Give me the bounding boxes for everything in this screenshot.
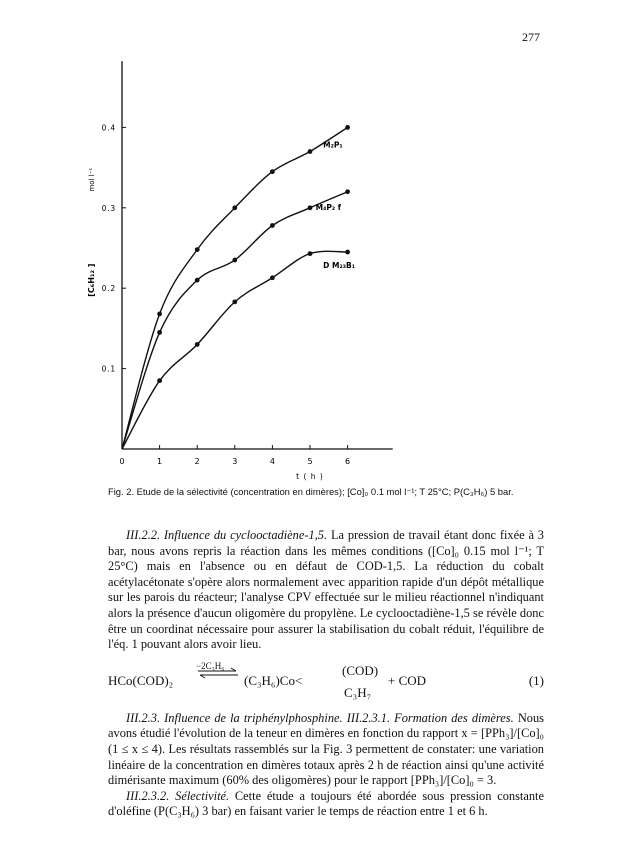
data-point (157, 378, 162, 383)
eq-c3h7: C₃H₇ (344, 684, 372, 700)
text-pph3: Nous avons étudié l'évolution de la teneur en dimères en fonction du rapport x = [PPh₃]/[Co]₀ (1 ≤ x ≤ 4). Les résultats rassemblés sur la Fig. 3 permettent de constater: une variation linéaire de la concentration en dimères totaux après 2 h de réaction ainsi qu'une activité dimérisante maximum (60% des oligomères) pour le rapport [PPh₃]/[Co]₀ = 3. (108, 710, 544, 788)
paragraph-selectivity (108, 789, 544, 820)
page-number: 277 (522, 30, 540, 44)
x-tick-label: 0 (119, 457, 125, 466)
x-tick-label: 1 (157, 457, 163, 466)
data-point (308, 205, 313, 210)
data-point (345, 250, 350, 255)
equation-1 (108, 659, 544, 707)
y-tick-label: 0.4 (101, 123, 116, 133)
data-point (345, 189, 350, 194)
series-curve-2 (122, 192, 348, 449)
x-tick-label: 6 (345, 457, 351, 466)
eq-plus-cod: + COD (388, 672, 427, 688)
data-point (232, 205, 237, 210)
data-point (195, 278, 200, 283)
data-point (345, 125, 350, 130)
eq-arrow-label: −2C₃H₆ (196, 660, 225, 671)
series-label: M₂P₁ (323, 140, 343, 150)
caption-lead: Fig. 2. (108, 486, 135, 497)
data-point (195, 342, 200, 347)
eq-cod: (COD) (342, 662, 379, 678)
data-point (270, 223, 275, 228)
data-point (270, 275, 275, 280)
y-tick-label: 0.1 (101, 364, 116, 374)
eq-number: (1) (528, 672, 544, 688)
data-point (308, 149, 313, 154)
data-point (270, 169, 275, 174)
data-point (232, 258, 237, 263)
y-axis-label: [C₆H₁₂ ] (87, 263, 96, 297)
x-axis-label: t ( h ) (296, 472, 324, 481)
data-point (308, 251, 313, 256)
heading-selectivity: III.2.3.2. Sélectivité. (126, 788, 230, 803)
data-point (195, 247, 200, 252)
data-point (232, 299, 237, 304)
eq-mid: (C₃H₆)Co< (244, 672, 303, 688)
equilibrium-arrow-icon (198, 667, 238, 679)
series-curve-3 (122, 251, 348, 449)
y-tick-label: 0.2 (101, 284, 116, 294)
series-label: D M₂₃B₁ (323, 261, 356, 271)
heading-cod: III.2.2. Influence du cyclooctadiène-1,5. (126, 528, 328, 542)
series-label: M₄P₂ f (315, 203, 342, 213)
x-tick-label: 2 (194, 457, 200, 466)
body-text (108, 528, 544, 820)
series-curve-1 (122, 127, 348, 449)
data-point (157, 330, 162, 335)
text-cod: La pression de travail étant donc fixée à 3 bar, nous avons repris la réaction dans les mêmes conditions ([Co]₀ 0.15 mol l⁻¹; T 25°C) mais en l'absence ou en défaut de COD-1,5. La réduction du cobalt acétylacétonate s'opère alors normalement avec apparition rapide d'un dépôt métallique sur les parois du réacteur; l'analyse CPV effectuée sur le milieu réactionnel n'indiquant alors la présence d'aucun oligomère du propylène. Le cyclooctadiène-1,5 se révèle donc être un coordinat nécessaire pour assurer la stabilisation du cobalt réduit, l'équilibre de l'éq. 1 pouvant alors avoir lieu. (108, 528, 544, 652)
chart-curves (122, 127, 348, 449)
x-tick-label: 4 (269, 457, 275, 466)
figure-caption (108, 486, 548, 498)
text-selectivity: Cette étude a toujours été abordée sous pression constante d'oléfine (P(C₃H₆) 3 bar) en faisant varier le temps de réaction entre 1 et 6 h. (108, 788, 544, 819)
y-tick-label: 0.3 (101, 203, 116, 213)
caption-text: Etude de la sélectivité (concentration en dimères); [Co]₀ 0.1 mol l⁻¹; T 25°C; P(C₃H₆) 5 bar. (136, 486, 514, 497)
y-axis-unit: mol l⁻¹ (88, 167, 96, 192)
chart-points (157, 125, 350, 383)
paragraph-pph3 (108, 711, 544, 789)
heading-pph3: III.2.3. Influence de la triphénylphosphine. III.2.3.1. Formation des dimères. (126, 710, 514, 725)
x-tick-label: 3 (232, 457, 238, 466)
eq-lhs: HCo(COD)₂ (108, 672, 174, 688)
x-tick-label: 5 (307, 457, 313, 466)
paragraph-cod (108, 528, 544, 653)
data-point (157, 312, 162, 317)
